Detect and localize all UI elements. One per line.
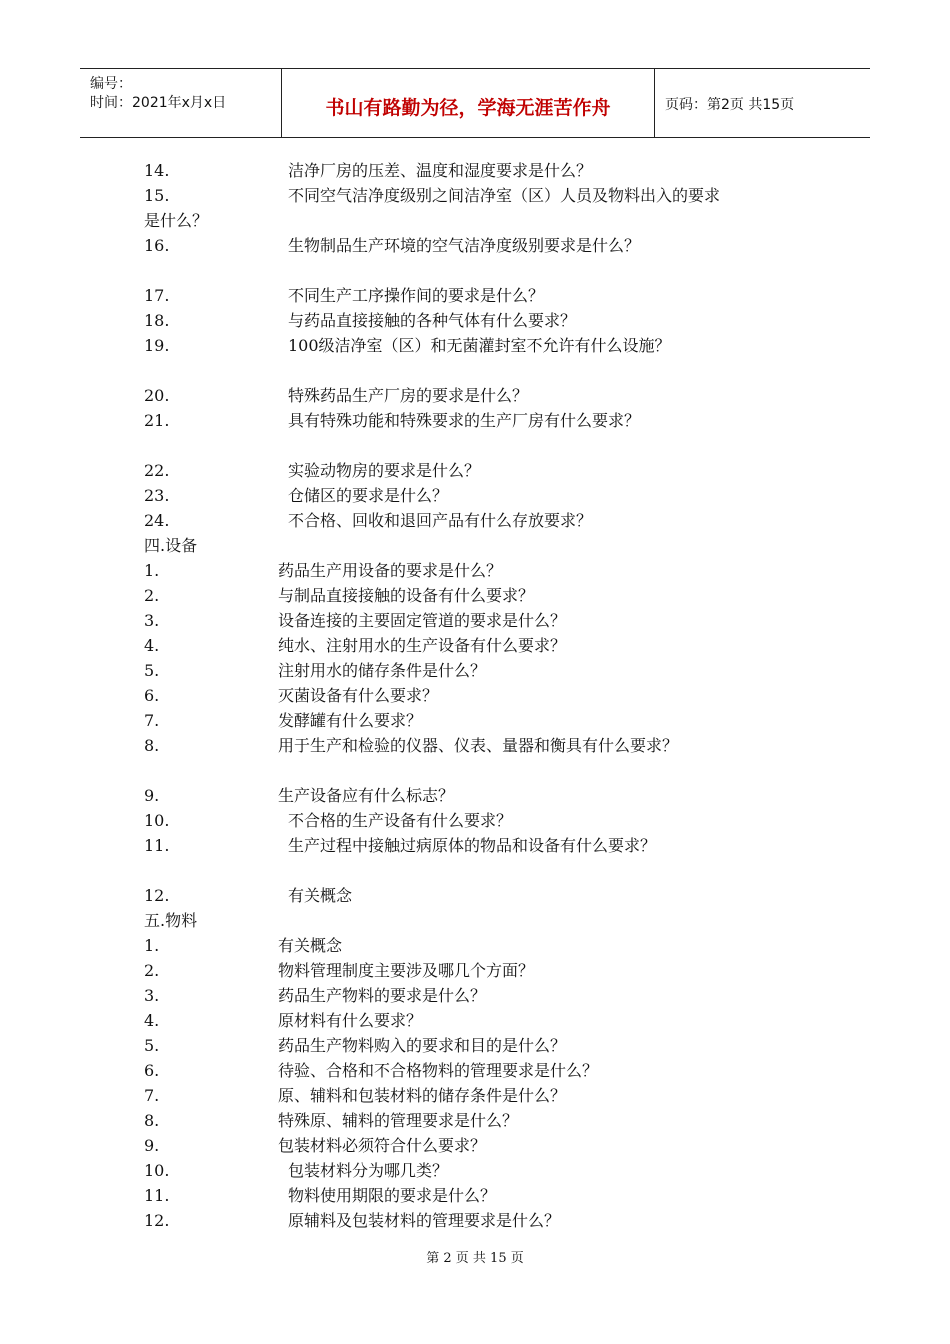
list-item-number: 18. <box>144 311 170 330</box>
list-item-text: 灭菌设备有什么要求？ <box>278 686 439 705</box>
list-item-text: 药品生产物料的要求是什么？ <box>278 986 487 1005</box>
list-item-number: 9. <box>144 1136 160 1155</box>
list-item-text: 物料管理制度主要涉及哪几个方面？ <box>278 961 535 980</box>
list-item-text: 与制品直接接触的设备有什么要求？ <box>278 586 535 605</box>
list-item-text: 特殊药品生产厂房的要求是什么？ <box>288 386 529 405</box>
list-item-number: 6. <box>144 686 160 705</box>
list-item-number: 4. <box>144 1011 160 1030</box>
list-item-text: 具有特殊功能和特殊要求的生产厂房有什么要求？ <box>288 411 641 430</box>
list-item-number: 1. <box>144 561 160 580</box>
list-item-number: 5. <box>144 1036 160 1055</box>
list-item-text: 仓储区的要求是什么？ <box>288 486 449 505</box>
list-item-number: 5. <box>144 661 160 680</box>
list-item-text: 生物制品生产环境的空气洁净度级别要求是什么？ <box>288 236 641 255</box>
list-item-number: 3. <box>144 986 160 1005</box>
list-item-number: 11. <box>144 1186 170 1205</box>
list-item-text: 不同空气洁净度级别之间洁净室（区）人员及物料出入的要求 <box>288 186 721 205</box>
list-item-text: 生产设备应有什么标志？ <box>278 786 455 805</box>
header-motto: 书山有路勤为径，学海无涯苦作舟 <box>325 97 611 119</box>
list-item-number: 20. <box>144 386 170 405</box>
list-item-text: 包装材料必须符合什么要求？ <box>278 1136 487 1155</box>
list-item-text: 实验动物房的要求是什么？ <box>288 461 481 480</box>
list-item-number: 7. <box>144 711 160 730</box>
list-item-text: 原、辅料和包装材料的储存条件是什么？ <box>278 1086 567 1105</box>
list-item-number: 15. <box>144 186 170 205</box>
list-item-text: 纯水、注射用水的生产设备有什么要求？ <box>278 636 567 655</box>
list-item-number: 7. <box>144 1086 160 1105</box>
list-item-text: 发酵罐有什么要求？ <box>278 711 423 730</box>
list-item-text: 生产过程中接触过病原体的物品和设备有什么要求？ <box>288 836 657 855</box>
list-item-number: 10. <box>144 1161 170 1180</box>
list-item-text: 不同生产工序操作间的要求是什么？ <box>288 286 545 305</box>
header-info-cell <box>80 69 282 137</box>
list-item-text: 物料使用期限的要求是什么？ <box>288 1186 497 1205</box>
list-item-text: 有关概念 <box>278 936 343 955</box>
list-item-number: 12. <box>144 1211 170 1230</box>
header-page-number: 页码：第2页 共15页 <box>665 97 795 113</box>
list-item-number: 23. <box>144 486 170 505</box>
list-item-text: 与药品直接接触的各种气体有什么要求？ <box>288 311 577 330</box>
list-item-text: 特殊原、辅料的管理要求是什么？ <box>278 1111 519 1130</box>
list-item-number: 4. <box>144 636 160 655</box>
list-item-text: 不合格的生产设备有什么要求？ <box>288 811 513 830</box>
list-item-number: 10. <box>144 811 170 830</box>
section-heading: 五.物料 <box>144 911 198 930</box>
section-heading: 是什么？ <box>144 211 209 230</box>
list-item-number: 16. <box>144 236 170 255</box>
list-item-number: 8. <box>144 1111 160 1130</box>
list-item-number: 6. <box>144 1061 160 1080</box>
list-item-text: 原辅料及包装材料的管理要求是什么？ <box>288 1211 561 1230</box>
list-item-text: 设备连接的主要固定管道的要求是什么？ <box>278 611 567 630</box>
list-item-text: 注射用水的储存条件是什么？ <box>278 661 487 680</box>
list-item-text: 原材料有什么要求？ <box>278 1011 423 1030</box>
list-item-number: 12. <box>144 886 170 905</box>
page-footer: 第 2 页 共 15 页 <box>426 1251 524 1266</box>
list-item-number: 1. <box>144 936 160 955</box>
header-motto-cell <box>282 69 655 137</box>
list-item-number: 24. <box>144 511 170 530</box>
page-header <box>80 68 870 138</box>
list-item-number: 2. <box>144 961 160 980</box>
list-item-number: 19. <box>144 336 170 355</box>
list-item-text: 待验、合格和不合格物料的管理要求是什么？ <box>278 1061 599 1080</box>
list-item-text: 药品生产用设备的要求是什么？ <box>278 561 503 580</box>
list-item-number: 8. <box>144 736 160 755</box>
document-date: 时间：2021年x月x日 <box>90 95 227 111</box>
document-code-label: 编号： <box>90 76 132 92</box>
list-item-text: 用于生产和检验的仪器、仪表、量器和衡具有什么要求？ <box>278 736 679 755</box>
list-item-text: 有关概念 <box>288 886 353 905</box>
list-item-number: 22. <box>144 461 170 480</box>
list-item-text: 包装材料分为哪几类？ <box>288 1161 449 1180</box>
list-item-number: 9. <box>144 786 160 805</box>
section-heading: 四.设备 <box>144 536 198 555</box>
list-item-text: 不合格、回收和退回产品有什么存放要求？ <box>288 511 593 530</box>
list-item-number: 3. <box>144 611 160 630</box>
list-item-text: 药品生产物料购入的要求和目的是什么？ <box>278 1036 567 1055</box>
list-item-text: 100级洁净室（区）和无菌灌封室不允许有什么设施？ <box>288 336 671 355</box>
list-item-number: 21. <box>144 411 170 430</box>
list-item-number: 17. <box>144 286 170 305</box>
list-item-number: 14. <box>144 161 170 180</box>
list-item-text: 洁净厂房的压差、温度和湿度要求是什么？ <box>288 161 593 180</box>
header-page-cell <box>655 69 870 137</box>
list-item-number: 11. <box>144 836 170 855</box>
list-item-number: 2. <box>144 586 160 605</box>
